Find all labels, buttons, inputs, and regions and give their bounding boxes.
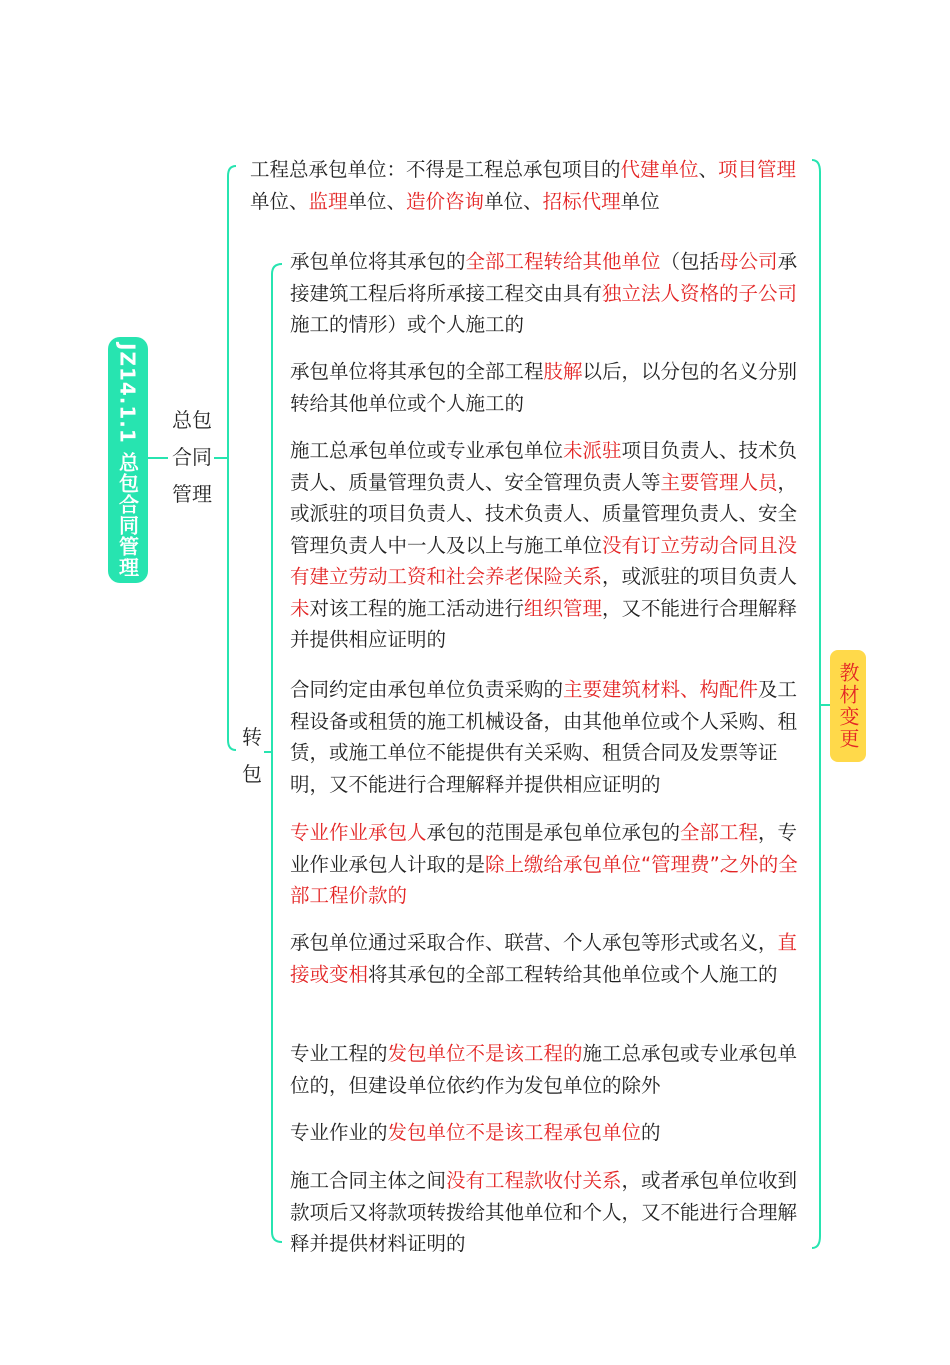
highlight-text: 主要建筑材料、构配件 [563,678,759,701]
highlight-text: 监理 [308,189,348,213]
body-text: 专业工程的 [290,1042,388,1065]
body-text: 单位、 [250,189,309,213]
branch-node [168,402,216,513]
sub-branch-label-line: 包 [242,762,262,786]
root-node [108,337,148,583]
leaf-item [290,674,805,800]
highlight-text: 全部工程转给其他单位 [465,250,661,273]
highlight-text: 发包单位不是该工程的 [387,1042,583,1065]
highlight-text: 未派驻 [563,439,622,462]
body-text: 合同约定由承包单位负责采购的 [290,678,564,701]
branch-bracket [228,166,236,750]
leaf-item [290,1165,805,1260]
body-text: 、 [698,158,719,181]
leaf-item [290,435,805,656]
highlight-text: 发包单位不是该工程承包单位 [387,1121,642,1144]
body-text: ，或派驻的项目负责人 [602,565,798,588]
body-text: 承包单位将其承包的全部工程 [290,360,544,383]
body-text: 承包单位通过采取合作、联营、个人承包等形式或名义， [290,931,778,954]
leaf-item [290,356,805,419]
body-text: 及工程设备或租赁的施工机械设备，由其他单位或个人采购、租赁，或施工单位不能提供有关采购、租赁合同及发票等证明，又不能进行合理解释并提供相应证明的 [290,678,798,796]
highlight-text: 全部工程 [680,821,759,844]
highlight-text: 母公司 [719,250,778,273]
highlight-text: 未 [290,596,310,620]
body-text: 单位、 [347,189,407,213]
body-text: 单位、 [484,189,543,213]
body-text: ，或派驻的项目负责人、技术负责人、质量管理负责人、安全管理负责人中一人及以上与施工单位 [290,470,798,557]
leaf-item [290,246,805,341]
highlight-text: 组织管理 [524,596,603,620]
highlight-text: 代建单位 [620,158,699,181]
body-text: 对该工程的施工活动进行 [309,596,525,620]
highlight-text: 没有订立劳动合同且没有建立劳动工资和社会养老保险关系 [290,533,798,588]
leaf-item [290,817,805,912]
body-text: ，又不能进行合理解释并提供相应证明的 [290,596,798,651]
body-text: 承包的范围是承包单位承包的 [426,821,681,844]
body-text: ，专业作业承包人计取的是 [290,821,798,876]
body-text: 工程总承包单位：不得是工程总承包项目的 [250,158,621,181]
highlight-text: 项目管理 [718,158,797,181]
body-text: 项目负责人、技术负责人、质量管理负责人、安全管理负责人等 [290,439,798,494]
highlight-text: 独立法人资格的子公司 [602,281,798,305]
sub-branch-node [238,719,266,793]
body-text: 施工合同主体之间 [290,1169,447,1192]
highlight-text: 直接或变相 [290,931,798,986]
branch-label-line: 总包 [172,408,212,432]
body-text: 承包单位将其承包的 [290,250,466,273]
highlight-text: 造价咨询 [406,189,485,213]
body-text: 施工的情形）或个人施工的 [290,313,525,336]
body-text: （包括 [660,250,720,273]
body-text: 施工总承包或专业承包单位的，但建设单位依约作为发包单位的除外 [290,1042,798,1097]
highlight-text: 主要管理人员 [660,470,778,494]
highlight-text: 没有工程款收付关系 [446,1169,622,1192]
leaf-general-contractor [250,154,805,217]
leaf-item [290,1038,805,1101]
highlight-text: 肢解 [543,360,583,383]
right-brace [812,160,820,1248]
sub-branch-label-line: 转 [242,725,262,749]
body-text: 的 [641,1121,661,1144]
body-text: 单位 [620,189,660,213]
textbook-change-tag [830,650,866,762]
body-text: 专业作业的 [290,1121,388,1144]
branch-label-line: 合同 [172,445,212,469]
root-label: JZ14.1.1 总包合同管理 [115,342,140,578]
sub-branch-bracket [272,264,282,1242]
leaf-item [290,927,805,990]
leaf-item [290,1117,805,1149]
highlight-text: 除上缴给承包单位“管理费”之外的全部工程价款的 [290,852,798,907]
body-text: 施工总承包单位或专业承包单位 [290,439,564,462]
tag-label: 教材变更 [836,662,860,750]
branch-label-line: 管理 [172,482,212,506]
highlight-text: 专业作业承包人 [290,821,427,844]
body-text: ，或者承包单位收到款项后又将款项转拨给其他单位和个人，又不能进行合理解释并提供材料证明的 [290,1169,798,1255]
body-text: 将其承包的全部工程转给其他单位或个人施工的 [368,962,778,986]
body-text: 以后，以分包的名义分别转给其他单位或个人施工的 [290,360,798,415]
highlight-text: 招标代理 [542,189,621,213]
body-text: 承接建筑工程后将所承接工程交由具有 [290,250,798,305]
